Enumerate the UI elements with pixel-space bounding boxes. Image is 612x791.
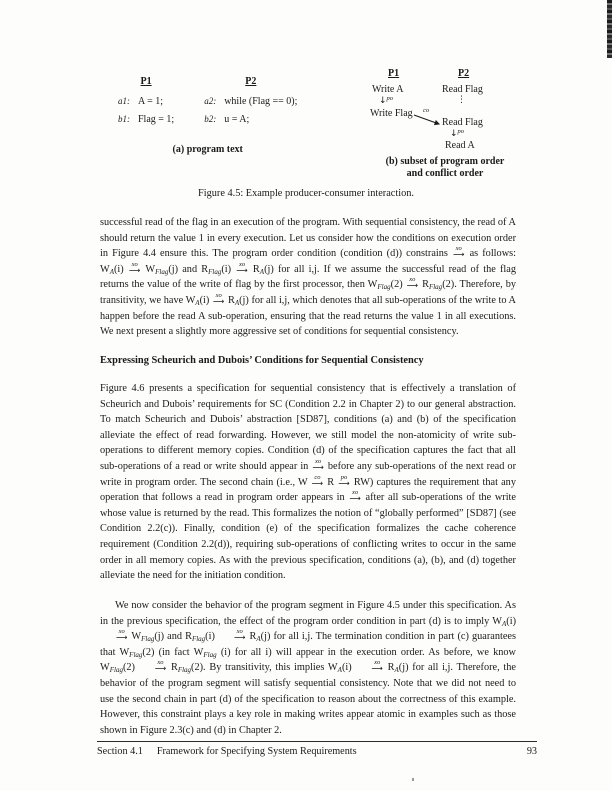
footer-section-number: Section 4.1 <box>97 746 143 757</box>
page-number: 93 <box>526 746 537 757</box>
node-write-flag: Write Flag <box>370 108 413 119</box>
p1-header: P1 <box>388 68 400 79</box>
node-read-a: Read A <box>445 140 475 151</box>
paragraph-3: We now consider the behavior of the program segment in Figure 4.5 under this specification. As in the previous specification, the effect of the program order condition in part (d) is to imply $W_A(i)$ xo ⟶ $W_{Flag}(j)$ and $R_{Flag}(i)$ xo ⟶ $R_A(j)$ for all i,j. The termination condition in part (c) guarantees that $W_{Flag}(2)$ (in fact $W_{Flag}$ (i) for all i) will appear in the execution order. As before, we know $W_{Flag}(2)$ xo ⟶ $R_{Flag}(2)$. By transitivity, this implies $W_A(i)$ xo ⟶ $R_A(j)$ for all i,j. Therefore, the behavior of the program segment will satisfy sequential consistency. Note that we did not need to use the second chain in part (d) of the specification to reason about the correctness of this example. However, this constraint plays a key role in making writes appear atomic in examples such as those shown in Figure 2.3(c) and (d) in Chapter 2. <box>100 600 516 736</box>
program-column-p1 <box>118 76 174 132</box>
scan-artifact-dot <box>412 778 414 781</box>
statement-label: a1: <box>118 96 130 106</box>
repeat-ellipsis: ⋮ <box>457 95 466 105</box>
relation-arrow-xo: xo ⟶ <box>116 628 128 643</box>
statement-label: b1: <box>118 114 130 124</box>
footer-rule <box>97 741 537 742</box>
part-b-label: (b) subset of program order and conflict order <box>385 156 505 179</box>
program-line <box>204 114 297 125</box>
program-column-p2 <box>204 76 297 132</box>
relation-arrow-xo: xo ⟶ <box>406 276 419 291</box>
statement-label: a2: <box>204 96 217 106</box>
relation-arrow-xo: xo ⟶ <box>128 260 141 275</box>
relation-arrow-po: po ⟶ <box>338 473 350 488</box>
relation-arrow-co: co ⟶ <box>311 473 324 488</box>
node-write-a: Write A <box>372 84 404 95</box>
section-heading: Expressing Scheurich and Dubois’ Conditions for Sequential Consistency <box>100 355 424 366</box>
p2-header: P2 <box>458 68 470 79</box>
program-line <box>204 96 297 107</box>
po-edge-label: po <box>386 95 394 102</box>
relation-arrow-xo: xo ⟶ <box>312 457 324 472</box>
p2-header: P2 <box>245 76 257 87</box>
program-line <box>118 114 174 125</box>
relation-arrow-xo: xo ⟶ <box>453 245 465 260</box>
footer <box>97 746 537 757</box>
node-read-flag-1: Read Flag <box>442 84 483 95</box>
figure-part-a-program-text <box>118 76 297 155</box>
po-edge-label: po <box>457 128 465 135</box>
paragraph-1: successful read of the flag in an execution of the program. With sequential consistency, the read of A should return the value 1 in every execution. Let us consider how the conditions on execution order in Figure 4.4 ensure this. The program order condition (condition (d)) constrains xo ⟶ as follows: $W_A(i)$ xo ⟶ $W_{Flag}(j)$ and $R_{Flag}(i)$ xo ⟶ $R_A(j)$ for all i,j. If we assume the successful read of the flag returns the value of the write of flag by the first processor, then $W_{Flag}(2)$ xo ⟶ $R_{Flag}(2)$. Therefore, by transitivity, we have $W_A(i)$ xo ⟶ $R_A(j)$ for all i,j, which denotes that all sub-operations of the write to A happen before the read A sub-operation, ensuring that the read returns the value 1 in all executions. We next present a slightly more aggressive set of conditions for sequential consistency. <box>100 217 517 338</box>
relation-arrow-xo: xo ⟶ <box>233 628 246 643</box>
program-order-arrow-p1: ↓$^{po}$ <box>379 95 394 106</box>
relation-arrow-xo: xo ⟶ <box>154 659 167 674</box>
figure-part-b-order-graph <box>352 64 538 194</box>
footer-section-title: Framework for Specifying System Requirements <box>156 746 357 757</box>
node-read-flag-2: Read Flag <box>442 117 483 128</box>
scan-artifact-strip <box>607 0 612 58</box>
statement-code: while (Flag == 0); <box>224 96 298 107</box>
relation-arrow-xo: xo ⟶ <box>371 659 383 674</box>
statement-code: u = A; <box>224 114 250 125</box>
co-edge-label: co <box>423 107 430 114</box>
program-order-arrow-p2: ↓$^{po}$ <box>450 128 465 139</box>
relation-arrow-xo: xo ⟶ <box>349 489 361 504</box>
p1-header: P1 <box>140 76 152 87</box>
paragraph-2: Figure 4.6 presents a specification for sequential consistency that is effectively a translation of Scheurich and Dubois’ requirements for SC (Condition 2.2 in Chapter 2) to our general abstraction. To match Scheurich and Dubois’ abstraction [SD87], conditions (a) and (b) of the specification alleviate the effect of read forwarding. However, we still model the non-atomicity of write sub-operations to different memory copies. Condition (d) of the specification captures the fact that all sub-operations of a read or write should appear in xo ⟶ before any sub-operations of the next read or write in program order. The second chain (i.e., W co ⟶ R po ⟶ RW) captures the requirement that any operation that follows a read in program order appears in xo ⟶ after all sub-operations of the write whose value is returned by the read. This formalizes the notion of “globally performed” [SD87] (see Condition 2.2(c)). Finally, condition (e) of the specification formalizes the cache coherence requirement (Condition 2.2(d)), requiring sub-operations of conflicting writes to occur in the same order in all memory copies. As with the previous specification, conditions (a), (b), and (d) together alleviate the need for the initiation condition. <box>100 383 516 582</box>
statement-code: Flag = 1; <box>138 114 175 125</box>
part-a-label: (a) program text <box>172 144 243 155</box>
relation-arrow-xo: xo ⟶ <box>212 291 225 306</box>
statement-code: A = 1; <box>138 96 164 107</box>
conflict-order-arrow <box>412 111 446 129</box>
figure-caption: Figure 4.5: Example producer-consumer interaction. <box>198 188 414 199</box>
statement-label: b2: <box>204 114 217 124</box>
relation-arrow-xo: xo ⟶ <box>236 260 248 275</box>
program-line <box>118 96 174 107</box>
